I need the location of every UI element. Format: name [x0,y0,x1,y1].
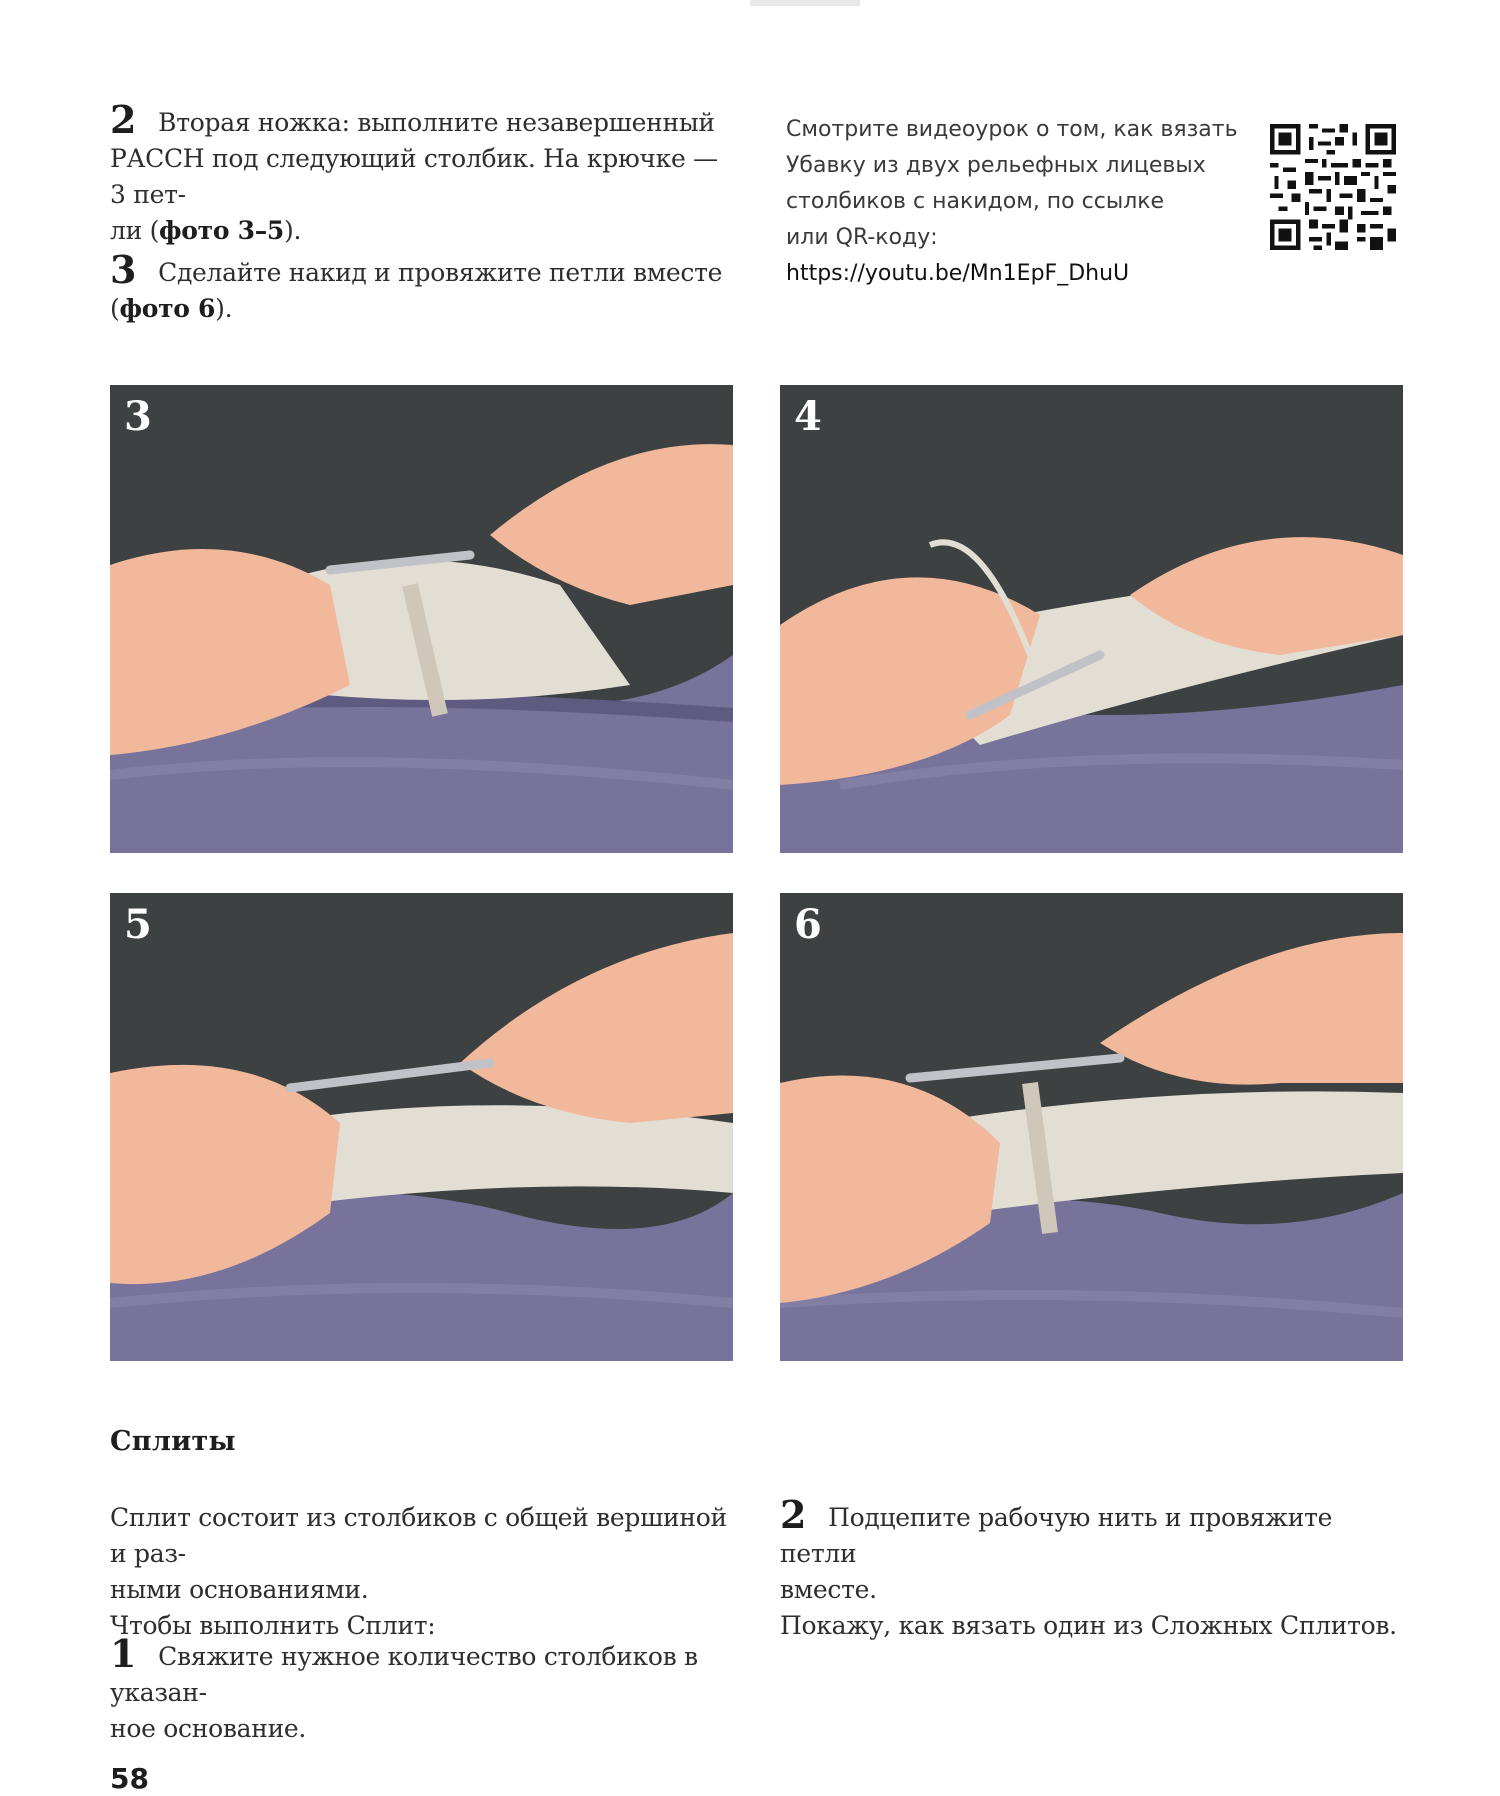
step-text: ). [284,216,302,245]
step-text: Сделайте накид и провяжите петли вместе [158,258,723,287]
photo-label: 3 [124,393,152,440]
photo-6 [780,893,1403,1361]
video-link[interactable]: https://youtu.be/Mn1EpF_DhuU [786,261,1130,286]
top-edge-mark [750,0,860,6]
qr-code-icon[interactable] [1270,124,1396,250]
video-note [786,112,1246,292]
section-title: Сплиты [110,1426,236,1457]
photo-label: 6 [794,901,822,948]
step-text: РАССН под следующий столбик. На крючке — 3 пет- [110,144,718,209]
crochet-photo-illustration [780,893,1403,1361]
step-text: ( [110,294,120,323]
step-2-top [110,97,730,249]
split-step-1 [110,1631,740,1747]
video-note-line: столбиков с накидом, по ссылке [786,189,1165,214]
intro-text: Чтобы выполнить Сплит: [110,1611,436,1640]
step-number: 2 [780,1492,807,1537]
split-step-2 [780,1492,1400,1608]
intro-text: ными основаниями. [110,1575,369,1604]
step-text: ). [215,294,233,323]
photo-4 [780,385,1403,853]
photo-reference: фото 6 [119,294,216,323]
step-text: Свяжите нужное количество столбиков в указан- [110,1642,698,1707]
video-note-line: или QR-коду: [786,225,938,250]
crochet-photo-illustration [780,385,1403,853]
step-number: 3 [110,247,137,292]
video-note-line: Убавку из двух рельефных лицевых [786,153,1206,178]
step-text: Подцепите рабочую нить и провяжите петли [780,1503,1333,1568]
step-text: вместе. [780,1575,877,1604]
crochet-photo-illustration [110,385,733,853]
photo-label: 5 [124,901,152,948]
step-text: ное основание. [110,1714,307,1743]
page-number: 58 [110,1762,149,1795]
photo-reference: фото 3–5 [159,216,285,245]
photo-5 [110,893,733,1361]
crochet-photo-illustration [110,893,733,1361]
photo-label: 4 [794,393,822,440]
video-note-line: Смотрите видеоурок о том, как вязать [786,117,1238,142]
step-3-top [110,247,730,327]
step-number: 2 [110,97,137,142]
closing-note: Покажу, как вязать один из Сложных Сплитов. [780,1611,1397,1640]
intro-text: Сплит состоит из столбиков с общей вершиной и раз- [110,1503,727,1568]
step-text: ли ( [110,216,160,245]
section-intro [110,1500,740,1644]
step-text: Вторая ножка: выполните незавершенный [158,108,715,137]
photo-3 [110,385,733,853]
step-number: 1 [110,1631,137,1676]
